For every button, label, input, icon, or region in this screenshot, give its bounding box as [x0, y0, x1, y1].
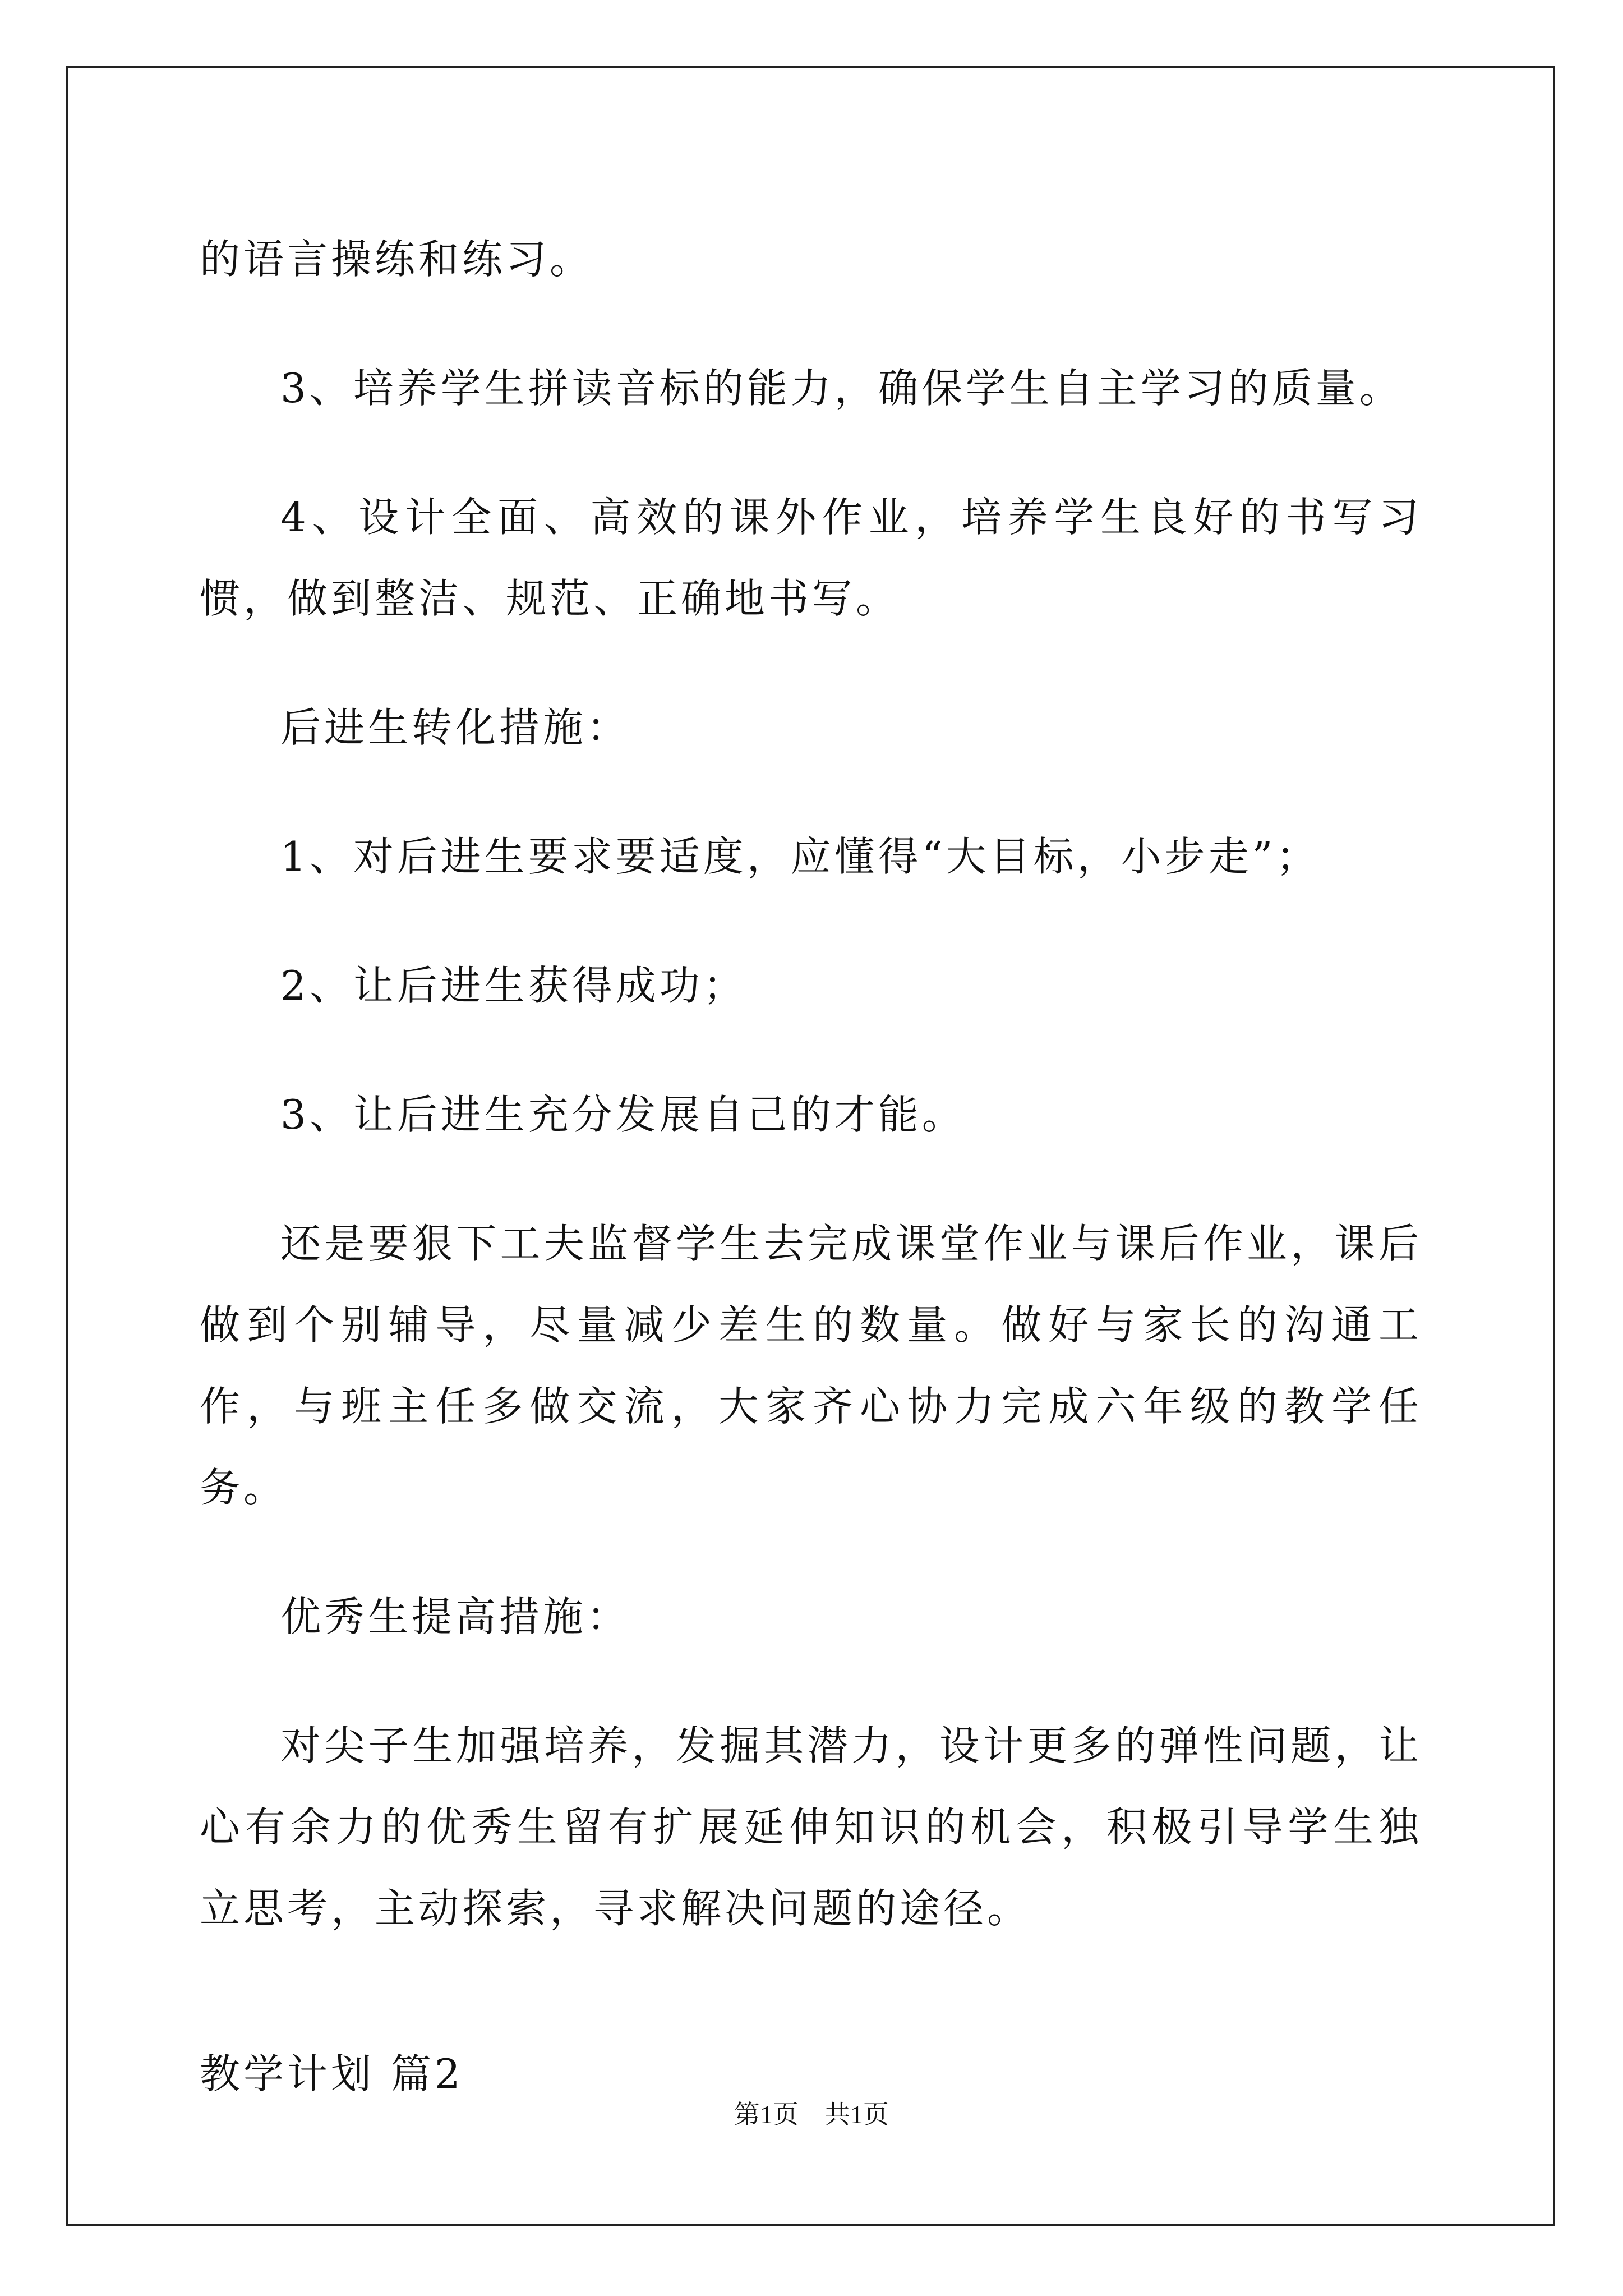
paragraph-5: 1、对后进生要求要适度，应懂得“大目标，小步走”；	[280, 833, 1320, 880]
paragraph-3: 4、设计全面、高效的课外作业，培养学生良好的书写习惯，做到整洁、规范、正确地书写。	[200, 494, 1422, 622]
document-body	[200, 219, 1422, 2115]
paragraph-8: 还是要狠下工夫监督学生去完成课堂作业与课后作业，课后做到个别辅导，尽量减少差生的数量。做好与家长的沟通工作，与班主任多做交流，大家齐心协力完成六年级的教学任务。	[200, 1220, 1422, 1511]
paragraph-10: 对尖子生加强培养，发掘其潜力，设计更多的弹性问题，让心有余力的优秀生留有扩展延伸知识的机会，积极引导学生独立思考，主动探索，寻求解决问题的途径。	[200, 1722, 1422, 1932]
paragraph-2: 3、培养学生拼读音标的能力，确保学生自主学习的质量。	[280, 365, 1403, 412]
paragraph-1: 的语言操练和练习。	[200, 236, 594, 283]
paragraph-9: 优秀生提高措施：	[280, 1593, 631, 1640]
paragraph-4: 后进生转化措施：	[280, 704, 631, 751]
paragraph-6: 2、让后进生获得成功；	[280, 962, 747, 1009]
page-footer: 第1页 共1页	[734, 2100, 889, 2129]
paragraph-7: 3、让后进生充分发展自己的才能。	[280, 1091, 966, 1138]
section-heading: 教学计划 篇2	[200, 2050, 464, 2097]
